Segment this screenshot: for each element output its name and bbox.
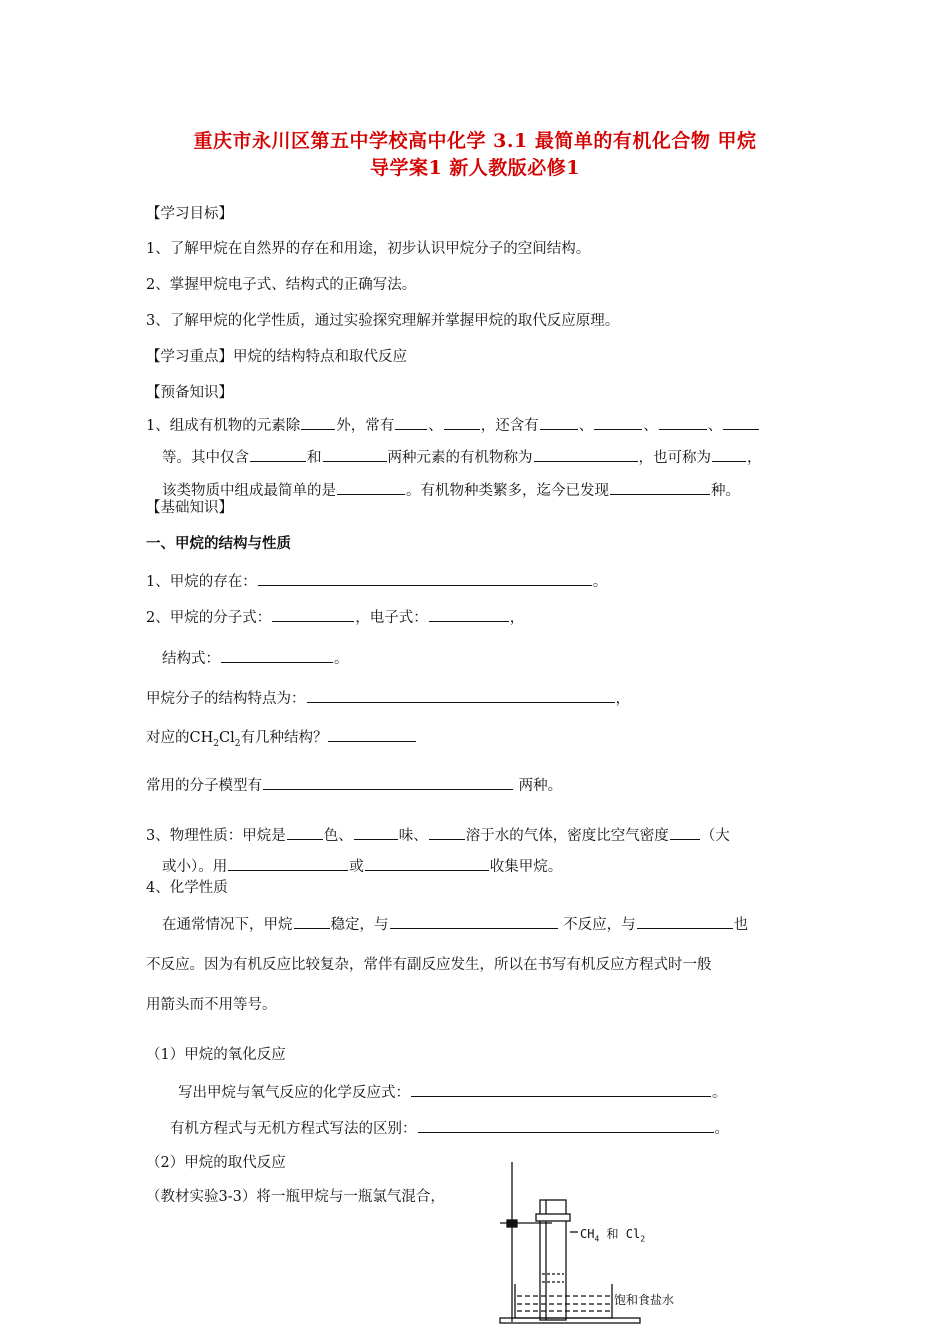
q-text: 两种。 [518, 778, 563, 794]
q-text: ， [615, 691, 630, 707]
prep-text: 1、组成有机物的元素除 [146, 418, 301, 434]
q-text: Cl [218, 730, 235, 746]
q-text: ，电子式： [355, 610, 428, 626]
figure-label-water: 饱和食盐水 [614, 1293, 675, 1307]
oxidation-q2 [170, 1118, 729, 1139]
prep-text: 外，常有 [336, 418, 395, 434]
blank[interactable] [228, 856, 348, 871]
prep-text: 、 [578, 418, 594, 434]
blank[interactable] [411, 1082, 711, 1097]
q-text: 或小）。用 [162, 859, 228, 875]
blank[interactable] [723, 415, 759, 430]
q-text: 3、物理性质：甲烷是 [146, 828, 286, 844]
blank[interactable] [540, 415, 578, 430]
oxidation-q1 [178, 1082, 727, 1103]
feature [146, 688, 630, 709]
prep-line-2 [162, 447, 762, 468]
prep-text: ，还含有 [480, 418, 539, 434]
q-text: 常用的分子模型有 [146, 778, 262, 794]
q-text: 收集甲烷。 [489, 859, 563, 875]
prep-text: 。有机物种类繁多，迄今已发现 [406, 483, 609, 499]
blank[interactable] [301, 415, 335, 430]
blank[interactable] [337, 480, 405, 495]
blank[interactable] [272, 607, 354, 622]
prep-text: ，也可称为 [638, 450, 711, 466]
q-text: 味、 [398, 828, 428, 844]
prep-line-3 [162, 480, 740, 501]
fig-text: 和 Cl [606, 1227, 641, 1241]
blank[interactable] [263, 775, 513, 790]
blank[interactable] [610, 480, 710, 495]
blank[interactable] [395, 415, 427, 430]
blank[interactable] [429, 607, 509, 622]
chem-line-1 [162, 914, 748, 935]
prep-text: 等。其中仅含 [162, 450, 249, 466]
q-text: 结构式： [162, 651, 220, 667]
blank[interactable] [712, 447, 746, 462]
blank[interactable] [365, 856, 489, 871]
prep-text: 种。 [711, 483, 740, 499]
subscript: 4 [594, 1234, 600, 1244]
q2 [146, 607, 524, 628]
substitution-heading: （2）甲烷的取代反应 [146, 1155, 286, 1171]
chem-heading: 4、化学性质 [146, 880, 228, 896]
prep-text: 和 [307, 450, 322, 466]
q-text: 写出甲烷与氧气反应的化学反应式： [178, 1085, 410, 1101]
blank[interactable] [307, 688, 615, 703]
section-1-heading: 一、甲烷的结构与性质 [146, 535, 291, 552]
prep-text: ， [747, 450, 762, 466]
q-text: 。 [592, 574, 608, 590]
substitution-text: （教材实验3-3）将一瓶甲烷与一瓶氯气混合， [146, 1189, 445, 1205]
stand-base [500, 1318, 640, 1323]
q-text: 有几种结构？ [240, 730, 328, 746]
subscript: 2 [640, 1234, 646, 1244]
blank[interactable] [659, 415, 707, 430]
objective-3: 3、了解甲烷的化学性质，通过实验探究理解并掌握甲烷的取代反应原理。 [146, 313, 620, 329]
phys-line-2 [162, 856, 562, 877]
blank[interactable] [294, 914, 330, 929]
q-text: 溶于水的气体，密度比空气密度 [465, 828, 669, 844]
q-text: 对应的CH [146, 730, 214, 746]
page-title-line1: 重庆市永川区第五中学校高中化学 3.1 最简单的有机化合物 甲烷 [193, 130, 757, 152]
objective-1: 1、了解甲烷在自然界的存在和用途，初步认识甲烷分子的空间结构。 [146, 241, 591, 257]
prep-text: 两种元素的有机物称为 [387, 450, 533, 466]
blank[interactable] [670, 825, 700, 840]
q-text: 。 [714, 1121, 729, 1137]
trough [515, 1284, 612, 1318]
phys-line-1 [146, 825, 730, 846]
prep-line-1 [146, 415, 760, 436]
objective-2: 2、掌握甲烷电子式、结构式的正确写法。 [146, 277, 417, 293]
blank[interactable] [594, 415, 642, 430]
blank[interactable] [328, 727, 416, 742]
q-text: ， [509, 610, 525, 626]
basic-heading: 【基础知识】 [146, 500, 233, 516]
blank[interactable] [221, 648, 333, 663]
q-text: 不反应，与 [563, 917, 636, 933]
subscript: 2 [234, 738, 241, 749]
blank[interactable] [418, 1118, 714, 1133]
prep-text: 、 [643, 418, 658, 434]
q-text: 在通常情况下，甲烷 [162, 917, 293, 933]
q-text: 。 [712, 1085, 727, 1101]
q-text: 稳定，与 [330, 917, 389, 933]
prep-heading: 【预备知识】 [146, 385, 233, 401]
blank[interactable] [429, 825, 465, 840]
objectives-heading: 【学习目标】 [146, 206, 233, 222]
q2-struct [162, 648, 349, 669]
q-text: 色、 [323, 828, 353, 844]
q-text: 或 [349, 859, 364, 875]
blank[interactable] [637, 914, 733, 929]
blank[interactable] [354, 825, 398, 840]
blank[interactable] [390, 914, 558, 929]
clamp-boss [507, 1220, 517, 1227]
prep-text: 该类物质中组成最简单的是 [162, 483, 336, 499]
page-title-line2: 导学案1 新人教版必修1 [369, 157, 581, 179]
q-text: 1、甲烷的存在： [146, 574, 257, 590]
figure-label-gas [580, 1225, 645, 1243]
chem-line-3: 用箭头而不用等号。 [146, 997, 277, 1013]
chem-line-2: 不反应。因为有机反应比较复杂，常伴有副反应发生，所以在书写有机反应方程式时一般 [146, 957, 712, 973]
q-text: 。 [334, 651, 349, 667]
q-text: 甲烷分子的结构特点为： [146, 691, 306, 707]
blank[interactable] [323, 447, 387, 462]
prep-text: 、 [707, 418, 723, 434]
prep-text: 、 [428, 418, 443, 434]
subscript: 2 [213, 738, 219, 749]
q-text: 也 [733, 917, 749, 933]
blank[interactable] [258, 571, 592, 586]
key-points: 【学习重点】甲烷的结构特点和取代反应 [146, 349, 407, 365]
blank[interactable] [444, 415, 480, 430]
blank[interactable] [250, 447, 306, 462]
model-question [146, 775, 562, 796]
blank[interactable] [287, 825, 323, 840]
q1 [146, 571, 607, 592]
q-text: （大 [700, 828, 730, 844]
clamp [536, 1214, 570, 1221]
ch2cl2-question [146, 727, 417, 754]
fig-text: CH [580, 1227, 595, 1241]
blank[interactable] [534, 447, 638, 462]
q-text: 2、甲烷的分子式： [146, 610, 272, 626]
q-text: 有机方程式与无机方程式写法的区别： [170, 1121, 417, 1137]
oxidation-heading: （1）甲烷的氧化反应 [146, 1047, 286, 1063]
